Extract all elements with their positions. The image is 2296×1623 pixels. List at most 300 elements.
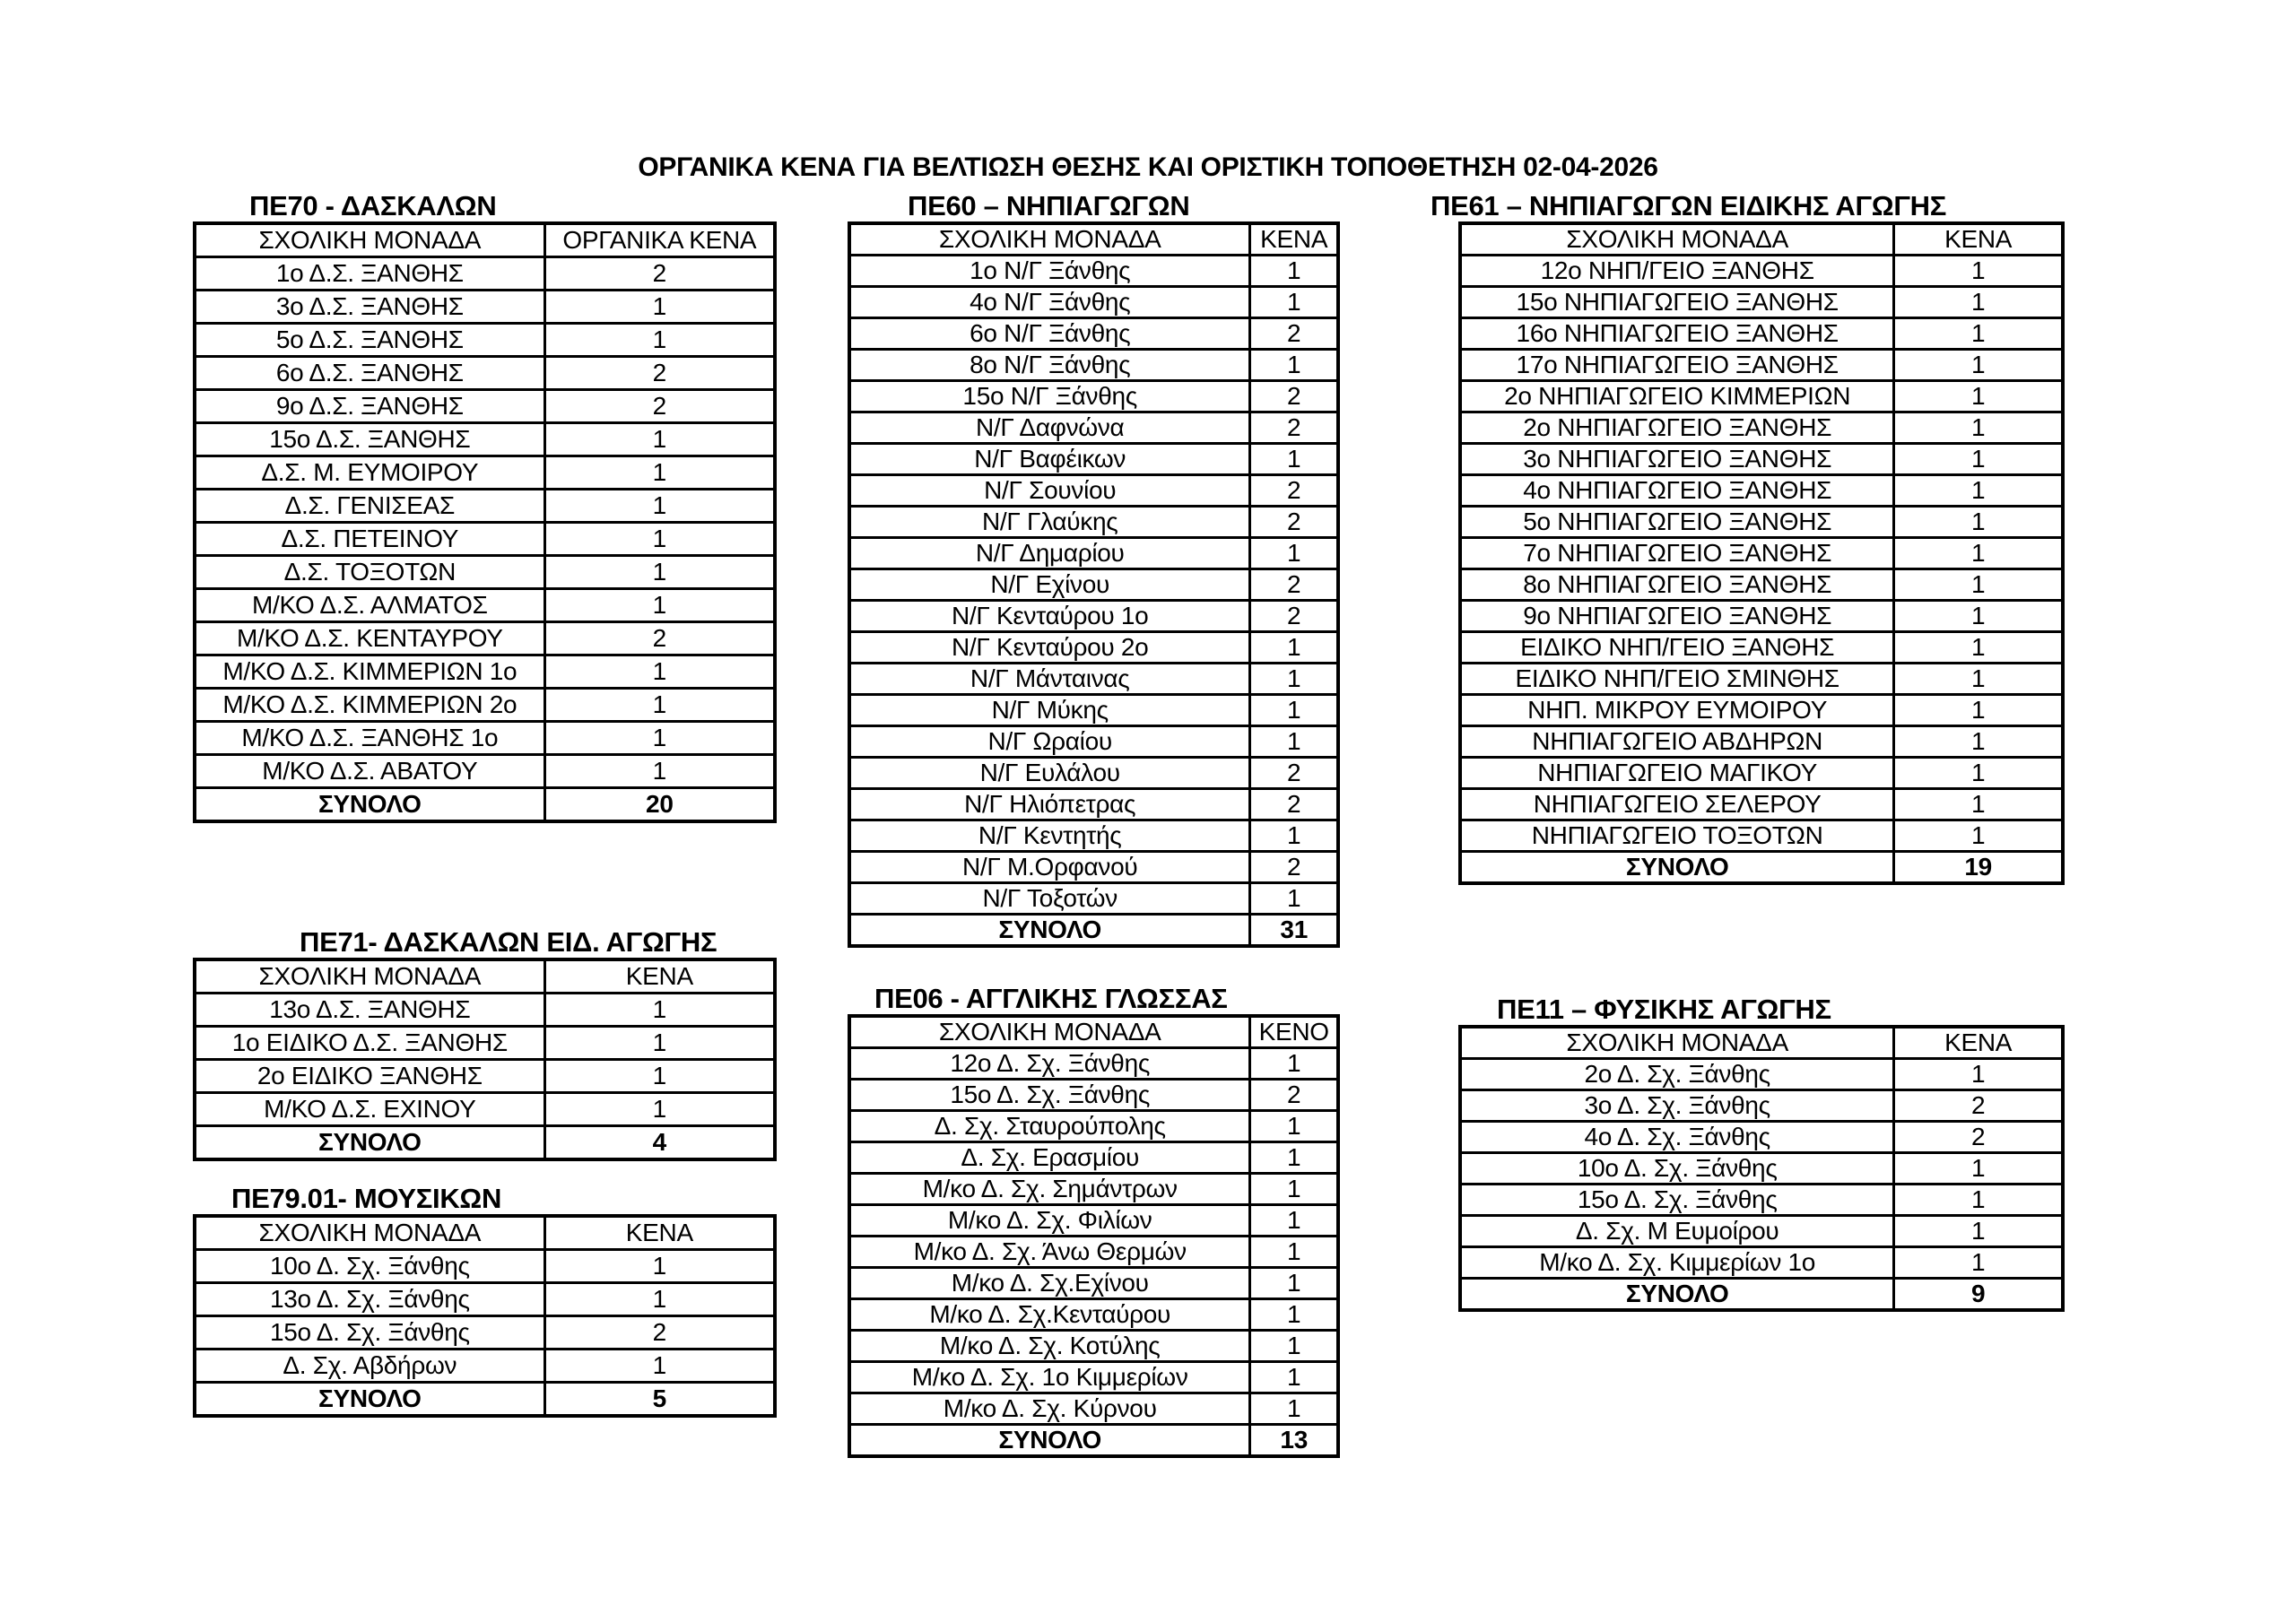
- total-value: 5: [544, 1383, 775, 1417]
- school-unit-cell: Ν/Γ Εχίνου: [849, 569, 1250, 601]
- total-row: [1460, 1279, 2063, 1311]
- section-title-pe06: ΠΕ06 - ΑΓΓΛΙΚΗΣ ΓΛΩΣΣΑΣ: [874, 983, 1228, 1014]
- vacancies-cell: 2: [1894, 1090, 2063, 1122]
- school-unit-cell: 12ο ΝΗΠ/ΓΕΙΟ ΞΑΝΘΗΣ: [1460, 256, 1894, 287]
- school-unit-cell: Μ/ΚΟ Δ.Σ. ΚΙΜΜΕΡΙΩΝ 1ο: [195, 655, 544, 689]
- total-row: [195, 1383, 775, 1417]
- vacancies-cell: 1: [544, 1350, 775, 1383]
- table-row: [1460, 820, 2063, 852]
- total-label: ΣΥΝΟΛΟ: [195, 788, 544, 822]
- table-row: [849, 883, 1338, 915]
- school-unit-cell: Δ. Σχ. Μ Ευμοίρου: [1460, 1216, 1894, 1247]
- header-row: [195, 1216, 775, 1250]
- total-value: 19: [1894, 852, 2063, 884]
- vacancies-cell: 1: [1894, 1153, 2063, 1185]
- vacancies-cell: 2: [1894, 1122, 2063, 1153]
- vacancies-cell: 2: [1250, 507, 1338, 538]
- table-row: [849, 632, 1338, 664]
- vacancies-cell: 2: [1250, 475, 1338, 507]
- vacancies-cell: 1: [1250, 1048, 1338, 1080]
- vacancies-cell: 2: [1250, 569, 1338, 601]
- table-row: [849, 1331, 1338, 1362]
- school-unit-cell: Ν/Γ Κεντητής: [849, 820, 1250, 852]
- vacancies-cell: 1: [1894, 789, 2063, 820]
- vacancies-cell: 1: [1894, 538, 2063, 569]
- table-row: [849, 350, 1338, 381]
- column-right: [1431, 190, 2065, 1312]
- table-row: [195, 1316, 775, 1350]
- section-title-pe79-01: ΠΕ79.01- ΜΟΥΣΙΚΩΝ: [231, 1183, 502, 1214]
- vacancies-cell: 1: [544, 655, 775, 689]
- vacancies-cell: 1: [1250, 1142, 1338, 1174]
- vacancies-cell: 1: [1250, 1331, 1338, 1362]
- table-row: [849, 726, 1338, 758]
- vacancies-cell: 1: [1894, 695, 2063, 726]
- school-unit-cell: 2ο ΕΙΔΙΚΟ ΞΑΝΘΗΣ: [195, 1060, 544, 1093]
- school-unit-cell: Μ/κο Δ. Σχ. 1ο Κιμμερίων: [849, 1362, 1250, 1393]
- table-row: [849, 412, 1338, 444]
- table-row: [1460, 695, 2063, 726]
- total-label: ΣΥΝΟΛΟ: [849, 915, 1250, 947]
- vacancies-cell: 1: [1894, 444, 2063, 475]
- school-unit-cell: 4ο Δ. Σχ. Ξάνθης: [1460, 1122, 1894, 1153]
- school-unit-cell: Ν/Γ Δαφνώνα: [849, 412, 1250, 444]
- school-unit-header: ΣΧΟΛΙΚΗ ΜΟΝΑΔΑ: [195, 223, 544, 257]
- school-unit-cell: Μ/κο Δ. Σχ. Κιμμερίων 1ο: [1460, 1247, 1894, 1279]
- vacancies-cell: 2: [1250, 318, 1338, 350]
- vacancies-cell: 2: [544, 357, 775, 390]
- vacancies-cell: 1: [544, 1093, 775, 1126]
- school-unit-cell: Μ/ΚΟ Δ.Σ. ΚΕΝΤΑΥΡΟΥ: [195, 622, 544, 655]
- vacancies-cell: 1: [544, 1060, 775, 1093]
- school-unit-cell: 12ο Δ. Σχ. Ξάνθης: [849, 1048, 1250, 1080]
- table-row: [195, 423, 775, 456]
- school-unit-cell: ΝΗΠΙΑΓΩΓΕΙΟ ΜΑΓΙΚΟΥ: [1460, 758, 1894, 789]
- vacancies-header: ΚΕΝΑ: [1894, 223, 2063, 256]
- table-row: [849, 381, 1338, 412]
- table-row: [1460, 664, 2063, 695]
- vacancies-cell: 1: [1250, 1299, 1338, 1331]
- school-unit-cell: 2ο ΝΗΠΙΑΓΩΓΕΙΟ ΚΙΜΜΕΡΙΩΝ: [1460, 381, 1894, 412]
- total-value: 31: [1250, 915, 1338, 947]
- vacancies-cell: 1: [1894, 287, 2063, 318]
- vacancies-cell: 1: [1250, 883, 1338, 915]
- table-row: [195, 523, 775, 556]
- total-row: [849, 915, 1338, 947]
- vacancies-cell: 1: [544, 523, 775, 556]
- vacancies-cell: 1: [544, 755, 775, 788]
- school-unit-cell: Δ. Σχ. Αβδήρων: [195, 1350, 544, 1383]
- vacancies-cell: 1: [544, 423, 775, 456]
- table-row: [1460, 569, 2063, 601]
- table-pe70: [193, 221, 777, 823]
- school-unit-cell: 9ο Δ.Σ. ΞΑΝΘΗΣ: [195, 390, 544, 423]
- table-row: [1460, 538, 2063, 569]
- school-unit-cell: ΝΗΠ. ΜΙΚΡΟΥ ΕΥΜΟΙΡΟΥ: [1460, 695, 1894, 726]
- table-row: [195, 1027, 775, 1060]
- vacancies-cell: 1: [544, 722, 775, 755]
- table-row: [1460, 726, 2063, 758]
- school-unit-cell: 4ο ΝΗΠΙΑΓΩΓΕΙΟ ΞΑΝΘΗΣ: [1460, 475, 1894, 507]
- vacancies-cell: 1: [544, 456, 775, 490]
- header-row: [1460, 223, 2063, 256]
- school-unit-cell: Ν/Γ Τοξοτών: [849, 883, 1250, 915]
- vacancies-cell: 2: [1250, 381, 1338, 412]
- school-unit-cell: Ν/Γ Μάνταινας: [849, 664, 1250, 695]
- vacancies-cell: 1: [544, 1250, 775, 1283]
- table-row: [195, 1350, 775, 1383]
- header-row: [849, 1016, 1338, 1048]
- table-row: [849, 318, 1338, 350]
- school-unit-cell: Δ.Σ. ΓΕΝΙΣΕΑΣ: [195, 490, 544, 523]
- vacancies-cell: 1: [544, 589, 775, 622]
- school-unit-cell: Ν/Γ Γλαύκης: [849, 507, 1250, 538]
- table-row: [195, 689, 775, 722]
- vacancies-cell: 2: [1250, 852, 1338, 883]
- vacancies-cell: 1: [1250, 632, 1338, 664]
- vacancies-cell: 1: [1250, 287, 1338, 318]
- table-row: [1460, 444, 2063, 475]
- table-row: [1460, 412, 2063, 444]
- school-unit-cell: 6ο Ν/Γ Ξάνθης: [849, 318, 1250, 350]
- vacancies-cell: 2: [544, 390, 775, 423]
- vacancies-header: ΟΡΓΑΝΙΚΑ ΚΕΝΑ: [544, 223, 775, 257]
- table-row: [195, 291, 775, 324]
- vacancies-cell: 1: [1250, 1237, 1338, 1268]
- table-row: [195, 589, 775, 622]
- section-title-pe61: ΠΕ61 – ΝΗΠΙΑΓΩΓΩΝ ΕΙΔΙΚΗΣ ΑΓΩΓΗΣ: [1431, 190, 1947, 221]
- school-unit-cell: Μ/κο Δ. Σχ. Σημάντρων: [849, 1174, 1250, 1205]
- school-unit-cell: 15ο Δ.Σ. ΞΑΝΘΗΣ: [195, 423, 544, 456]
- table-row: [195, 257, 775, 291]
- school-unit-cell: 10ο Δ. Σχ. Ξάνθης: [195, 1250, 544, 1283]
- table-pe71: [193, 958, 777, 1161]
- total-row: [195, 788, 775, 822]
- header-row: [849, 223, 1338, 256]
- school-unit-cell: Μ/ΚΟ Δ.Σ. ΚΙΜΜΕΡΙΩΝ 2ο: [195, 689, 544, 722]
- table-row: [1460, 1216, 2063, 1247]
- school-unit-header: ΣΧΟΛΙΚΗ ΜΟΝΑΔΑ: [849, 223, 1250, 256]
- vacancies-cell: 1: [1250, 538, 1338, 569]
- school-unit-cell: 5ο Δ.Σ. ΞΑΝΘΗΣ: [195, 324, 544, 357]
- table-row: [849, 789, 1338, 820]
- table-row: [195, 390, 775, 423]
- table-row: [849, 852, 1338, 883]
- table-row: [849, 569, 1338, 601]
- vacancies-cell: 1: [1250, 1174, 1338, 1205]
- table-row: [1460, 758, 2063, 789]
- vacancies-cell: 1: [1250, 726, 1338, 758]
- table-row: [195, 722, 775, 755]
- vacancies-cell: 1: [1250, 1268, 1338, 1299]
- vacancies-cell: 1: [1894, 256, 2063, 287]
- school-unit-header: ΣΧΟΛΙΚΗ ΜΟΝΑΔΑ: [1460, 223, 1894, 256]
- table-row: [1460, 1153, 2063, 1185]
- table-row: [1460, 318, 2063, 350]
- total-value: 9: [1894, 1279, 2063, 1311]
- vacancies-cell: 1: [1894, 507, 2063, 538]
- school-unit-cell: 15ο Δ. Σχ. Ξάνθης: [849, 1080, 1250, 1111]
- table-pe61: [1458, 221, 2065, 885]
- table-row: [849, 1362, 1338, 1393]
- vacancies-cell: 2: [1250, 1080, 1338, 1111]
- vacancies-cell: 1: [1250, 1111, 1338, 1142]
- column-left: [193, 191, 777, 1418]
- vacancies-cell: 1: [544, 324, 775, 357]
- school-unit-cell: ΕΙΔΙΚΟ ΝΗΠ/ΓΕΙΟ ΣΜΙΝΘΗΣ: [1460, 664, 1894, 695]
- table-row: [195, 357, 775, 390]
- vacancies-cell: 1: [544, 556, 775, 589]
- school-unit-cell: Μ/ΚΟ Δ.Σ. ΞΑΝΘΗΣ 1ο: [195, 722, 544, 755]
- vacancies-header: ΚΕΝΑ: [1250, 223, 1338, 256]
- school-unit-cell: Ν/Γ Μ.Ορφανού: [849, 852, 1250, 883]
- vacancies-header: ΚΕΝΑ: [1894, 1027, 2063, 1059]
- total-label: ΣΥΝΟΛΟ: [195, 1126, 544, 1160]
- school-unit-cell: Μ/κο Δ. Σχ.Κενταύρου: [849, 1299, 1250, 1331]
- table-pe79-01: [193, 1214, 777, 1418]
- table-row: [849, 1142, 1338, 1174]
- table-row: [849, 538, 1338, 569]
- school-unit-cell: Μ/κο Δ. Σχ. Άνω Θερμών: [849, 1237, 1250, 1268]
- school-unit-cell: Μ/ΚΟ Δ.Σ. ΕΧΙΝΟΥ: [195, 1093, 544, 1126]
- table-row: [1460, 1247, 2063, 1279]
- total-value: 4: [544, 1126, 775, 1160]
- school-unit-cell: 13ο Δ. Σχ. Ξάνθης: [195, 1283, 544, 1316]
- vacancies-cell: 1: [1250, 1362, 1338, 1393]
- table-row: [849, 1205, 1338, 1237]
- column-middle: [848, 191, 1340, 1458]
- header-row: [195, 223, 775, 257]
- table-row: [195, 556, 775, 589]
- school-unit-cell: Δ.Σ. ΠΕΤΕΙΝΟΥ: [195, 523, 544, 556]
- vacancies-cell: 1: [1894, 632, 2063, 664]
- school-unit-cell: 13ο Δ.Σ. ΞΑΝΘΗΣ: [195, 994, 544, 1027]
- school-unit-cell: 3ο ΝΗΠΙΑΓΩΓΕΙΟ ΞΑΝΘΗΣ: [1460, 444, 1894, 475]
- vacancies-cell: 2: [544, 1316, 775, 1350]
- school-unit-cell: 5ο ΝΗΠΙΑΓΩΓΕΙΟ ΞΑΝΘΗΣ: [1460, 507, 1894, 538]
- vacancies-cell: 1: [1250, 444, 1338, 475]
- vacancies-cell: 1: [1250, 1205, 1338, 1237]
- table-row: [195, 1093, 775, 1126]
- table-row: [195, 490, 775, 523]
- table-row: [849, 507, 1338, 538]
- total-label: ΣΥΝΟΛΟ: [1460, 1279, 1894, 1311]
- school-unit-cell: 3ο Δ.Σ. ΞΑΝΘΗΣ: [195, 291, 544, 324]
- vacancies-cell: 1: [1894, 1216, 2063, 1247]
- table-row: [849, 1111, 1338, 1142]
- vacancies-cell: 1: [544, 689, 775, 722]
- table-row: [1460, 350, 2063, 381]
- school-unit-cell: Μ/ΚΟ Δ.Σ. ΑΛΜΑΤΟΣ: [195, 589, 544, 622]
- table-row: [849, 1268, 1338, 1299]
- total-value: 20: [544, 788, 775, 822]
- table-row: [1460, 475, 2063, 507]
- school-unit-cell: 8ο ΝΗΠΙΑΓΩΓΕΙΟ ΞΑΝΘΗΣ: [1460, 569, 1894, 601]
- table-row: [195, 994, 775, 1027]
- vacancies-cell: 1: [1250, 350, 1338, 381]
- vacancies-cell: 1: [1250, 664, 1338, 695]
- vacancies-cell: 2: [544, 622, 775, 655]
- school-unit-cell: 4ο Ν/Γ Ξάνθης: [849, 287, 1250, 318]
- school-unit-cell: Ν/Γ Κενταύρου 2ο: [849, 632, 1250, 664]
- vacancies-cell: 1: [1894, 1059, 2063, 1090]
- school-unit-cell: ΝΗΠΙΑΓΩΓΕΙΟ ΣΕΛΕΡΟΥ: [1460, 789, 1894, 820]
- header-row: [1460, 1027, 2063, 1059]
- table-row: [849, 1080, 1338, 1111]
- school-unit-cell: 2ο Δ. Σχ. Ξάνθης: [1460, 1059, 1894, 1090]
- school-unit-cell: 15ο Ν/Γ Ξάνθης: [849, 381, 1250, 412]
- total-label: ΣΥΝΟΛΟ: [195, 1383, 544, 1417]
- table-row: [849, 287, 1338, 318]
- table-row: [195, 456, 775, 490]
- school-unit-cell: Μ/κο Δ. Σχ. Κοτύλης: [849, 1331, 1250, 1362]
- school-unit-cell: Ν/Γ Σουνίου: [849, 475, 1250, 507]
- vacancies-cell: 1: [1894, 412, 2063, 444]
- school-unit-cell: 8ο Ν/Γ Ξάνθης: [849, 350, 1250, 381]
- vacancies-cell: 2: [1250, 601, 1338, 632]
- school-unit-cell: Μ/κο Δ. Σχ.Εχίνου: [849, 1268, 1250, 1299]
- school-unit-cell: 16ο ΝΗΠΙΑΓΩΓΕΙΟ ΞΑΝΘΗΣ: [1460, 318, 1894, 350]
- school-unit-cell: Ν/Γ Κενταύρου 1ο: [849, 601, 1250, 632]
- table-row: [849, 1237, 1338, 1268]
- vacancies-header: ΚΕΝΟ: [1250, 1016, 1338, 1048]
- section-title-pe71: ΠΕ71- ΔΑΣΚΑΛΩΝ ΕΙΔ. ΑΓΩΓΗΣ: [300, 926, 718, 958]
- vacancies-cell: 1: [544, 1283, 775, 1316]
- school-unit-cell: Μ/κο Δ. Σχ. Κύρνου: [849, 1393, 1250, 1425]
- school-unit-cell: Ν/Γ Βαφέικων: [849, 444, 1250, 475]
- table-row: [849, 256, 1338, 287]
- school-unit-header: ΣΧΟΛΙΚΗ ΜΟΝΑΔΑ: [1460, 1027, 1894, 1059]
- table-row: [195, 324, 775, 357]
- school-unit-cell: 3ο Δ. Σχ. Ξάνθης: [1460, 1090, 1894, 1122]
- vacancies-cell: 1: [1894, 664, 2063, 695]
- table-row: [195, 655, 775, 689]
- table-row: [849, 1299, 1338, 1331]
- table-row: [849, 664, 1338, 695]
- vacancies-cell: 1: [1894, 350, 2063, 381]
- total-row: [195, 1126, 775, 1160]
- school-unit-cell: 17ο ΝΗΠΙΑΓΩΓΕΙΟ ΞΑΝΘΗΣ: [1460, 350, 1894, 381]
- school-unit-cell: 1ο Ν/Γ Ξάνθης: [849, 256, 1250, 287]
- school-unit-cell: Δ. Σχ. Σταυρούπολης: [849, 1111, 1250, 1142]
- table-row: [1460, 1185, 2063, 1216]
- table-row: [1460, 1122, 2063, 1153]
- vacancies-cell: 1: [1894, 318, 2063, 350]
- school-unit-cell: Ν/Γ Δημαρίου: [849, 538, 1250, 569]
- school-unit-cell: 15ο Δ. Σχ. Ξάνθης: [195, 1316, 544, 1350]
- school-unit-cell: Ν/Γ Ηλιόπετρας: [849, 789, 1250, 820]
- table-pe60: [848, 221, 1340, 948]
- vacancies-cell: 1: [1250, 695, 1338, 726]
- table-row: [849, 444, 1338, 475]
- table-row: [195, 1060, 775, 1093]
- school-unit-cell: 10ο Δ. Σχ. Ξάνθης: [1460, 1153, 1894, 1185]
- table-row: [195, 1283, 775, 1316]
- vacancies-cell: 1: [1250, 1393, 1338, 1425]
- vacancies-header: ΚΕΝΑ: [544, 959, 775, 994]
- school-unit-cell: Δ.Σ. Μ. ΕΥΜΟΙΡΟΥ: [195, 456, 544, 490]
- vacancies-cell: 1: [1894, 601, 2063, 632]
- table-row: [1460, 789, 2063, 820]
- vacancies-cell: 1: [1894, 381, 2063, 412]
- table-row: [849, 758, 1338, 789]
- table-row: [195, 1250, 775, 1283]
- table-row: [849, 820, 1338, 852]
- vacancies-header: ΚΕΝΑ: [544, 1216, 775, 1250]
- school-unit-cell: ΝΗΠΙΑΓΩΓΕΙΟ ΑΒΔΗΡΩΝ: [1460, 726, 1894, 758]
- table-row: [1460, 256, 2063, 287]
- table-row: [195, 622, 775, 655]
- school-unit-header: ΣΧΟΛΙΚΗ ΜΟΝΑΔΑ: [195, 1216, 544, 1250]
- table-row: [1460, 1090, 2063, 1122]
- vacancies-cell: 1: [1894, 569, 2063, 601]
- school-unit-cell: ΝΗΠΙΑΓΩΓΕΙΟ ΤΟΞΟΤΩΝ: [1460, 820, 1894, 852]
- header-row: [195, 959, 775, 994]
- school-unit-cell: Ν/Γ Ευλάλου: [849, 758, 1250, 789]
- vacancies-cell: 1: [544, 994, 775, 1027]
- table-row: [1460, 632, 2063, 664]
- table-row: [849, 1048, 1338, 1080]
- vacancies-cell: 1: [544, 291, 775, 324]
- school-unit-cell: Δ. Σχ. Ερασμίου: [849, 1142, 1250, 1174]
- table-row: [1460, 507, 2063, 538]
- school-unit-cell: Ν/Γ Μύκης: [849, 695, 1250, 726]
- school-unit-cell: 15ο Δ. Σχ. Ξάνθης: [1460, 1185, 1894, 1216]
- table-row: [1460, 381, 2063, 412]
- school-unit-cell: 7ο ΝΗΠΙΑΓΩΓΕΙΟ ΞΑΝΘΗΣ: [1460, 538, 1894, 569]
- vacancies-cell: 2: [1250, 412, 1338, 444]
- section-title-pe11: ΠΕ11 – ΦΥΣΙΚΗΣ ΑΓΩΓΗΣ: [1497, 994, 1831, 1025]
- vacancies-cell: 2: [1250, 789, 1338, 820]
- school-unit-header: ΣΧΟΛΙΚΗ ΜΟΝΑΔΑ: [195, 959, 544, 994]
- table-row: [1460, 601, 2063, 632]
- vacancies-cell: 1: [1894, 475, 2063, 507]
- vacancies-cell: 2: [544, 257, 775, 291]
- vacancies-cell: 1: [1894, 726, 2063, 758]
- school-unit-cell: 2ο ΝΗΠΙΑΓΩΓΕΙΟ ΞΑΝΘΗΣ: [1460, 412, 1894, 444]
- section-title-pe60: ΠΕ60 – ΝΗΠΙΑΓΩΓΩΝ: [908, 190, 1190, 221]
- table-pe11: [1458, 1025, 2065, 1312]
- school-unit-cell: 15ο ΝΗΠΙΑΓΩΓΕΙΟ ΞΑΝΘΗΣ: [1460, 287, 1894, 318]
- vacancies-cell: 1: [1250, 820, 1338, 852]
- school-unit-cell: 1ο Δ.Σ. ΞΑΝΘΗΣ: [195, 257, 544, 291]
- total-label: ΣΥΝΟΛΟ: [849, 1425, 1250, 1457]
- vacancies-cell: 1: [1894, 820, 2063, 852]
- total-row: [849, 1425, 1338, 1457]
- school-unit-cell: 6ο Δ.Σ. ΞΑΝΘΗΣ: [195, 357, 544, 390]
- table-row: [849, 1174, 1338, 1205]
- vacancies-cell: 2: [1250, 758, 1338, 789]
- table-row: [195, 755, 775, 788]
- section-title-pe70: ΠΕ70 - ΔΑΣΚΑΛΩΝ: [249, 190, 497, 221]
- table-row: [849, 475, 1338, 507]
- vacancies-cell: 1: [1250, 256, 1338, 287]
- school-unit-header: ΣΧΟΛΙΚΗ ΜΟΝΑΔΑ: [849, 1016, 1250, 1048]
- page-title: ΟΡΓΑΝΙΚΑ ΚΕΝΑ ΓΙΑ ΒΕΛΤΙΩΣΗ ΘΕΣΗΣ ΚΑΙ ΟΡΙΣΤΙΚΗ ΤΟΠΟΘΕΤΗΣΗ 02-04-2026: [638, 152, 1658, 182]
- vacancies-cell: 1: [544, 1027, 775, 1060]
- vacancies-cell: 1: [544, 490, 775, 523]
- vacancies-cell: 1: [1894, 1185, 2063, 1216]
- school-unit-cell: Ν/Γ Ωραίου: [849, 726, 1250, 758]
- total-row: [1460, 852, 2063, 884]
- school-unit-cell: 9ο ΝΗΠΙΑΓΩΓΕΙΟ ΞΑΝΘΗΣ: [1460, 601, 1894, 632]
- table-row: [849, 695, 1338, 726]
- table-pe06: [848, 1014, 1340, 1458]
- school-unit-cell: Δ.Σ. ΤΟΞΟΤΩΝ: [195, 556, 544, 589]
- table-row: [849, 1393, 1338, 1425]
- table-row: [1460, 1059, 2063, 1090]
- school-unit-cell: Μ/κο Δ. Σχ. Φιλίων: [849, 1205, 1250, 1237]
